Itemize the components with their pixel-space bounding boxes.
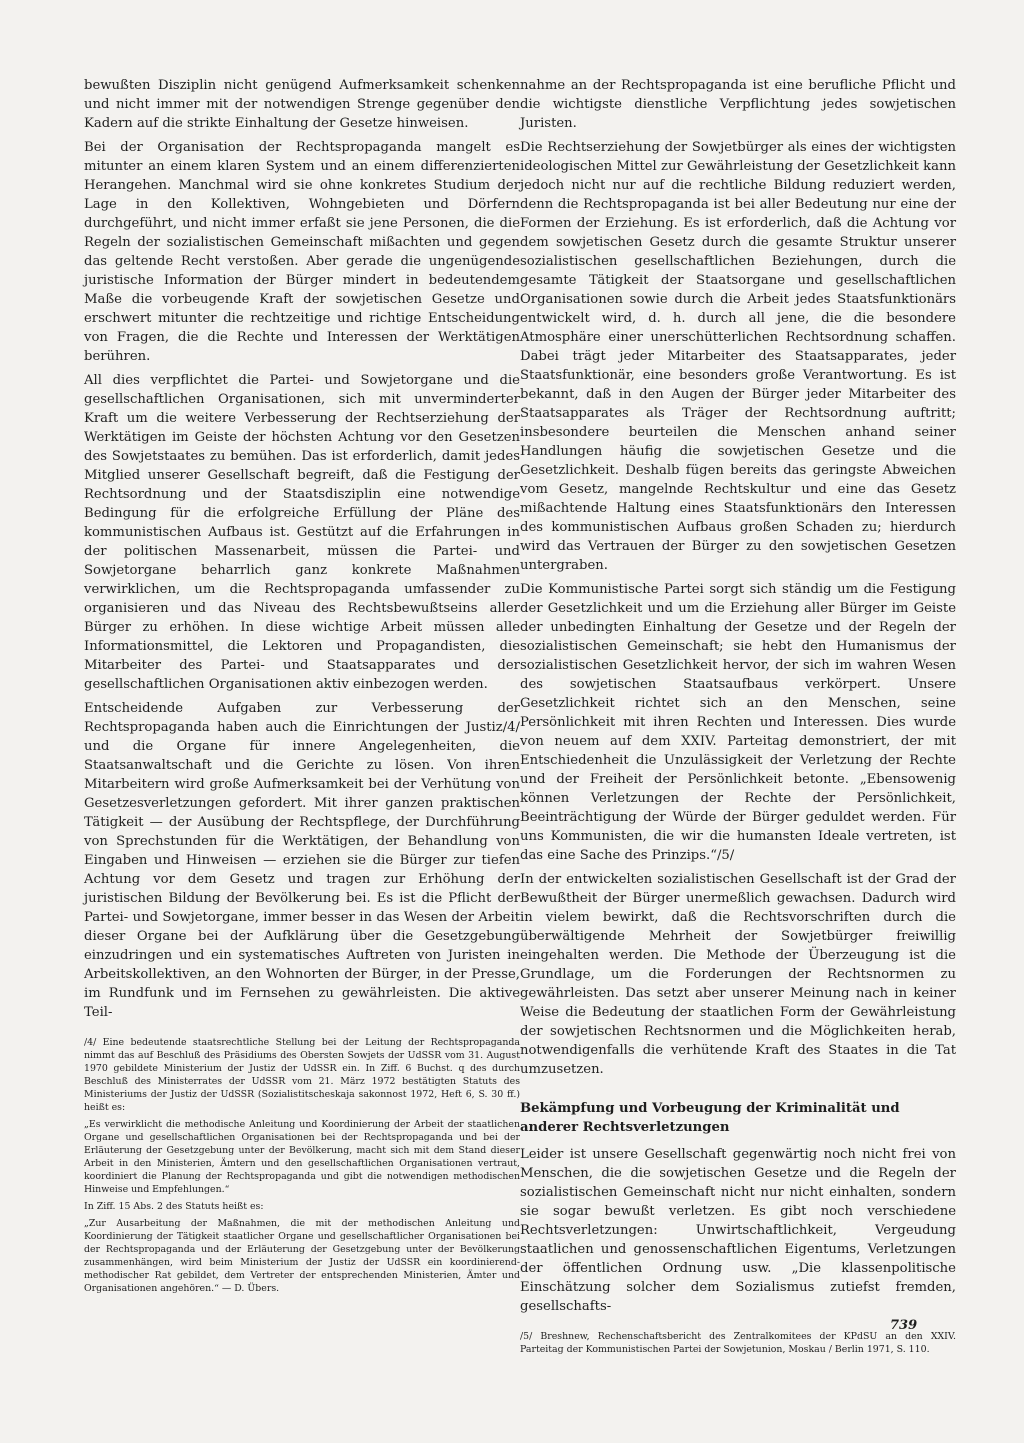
footnote-5 (520, 1330, 956, 1356)
page-number: 739 (890, 1318, 918, 1333)
body-paragraph: All dies verpflichtet die Partei- und Sowjetorgane und die gesellschaftlichen Organisationen, sich mit unverminderter Kraft um die weitere Verbesserung der Rechtserziehung der Werktätigen im Geiste der höchsten Achtung vor den Gesetzen des Sowjetstaates zu bemühen. Das ist erforderlich, damit jedes Mitglied unserer Gesellschaft begreift, daß die Festigung der Rechtsordnung und der Staatsdisziplin eine notwendige Bedingung für die erfolgreiche Erfüllung der Pläne des kommunistischen Aufbaus ist. Gestützt auf die Erfahrungen in der politischen Massenarbeit, müssen die Partei- und Sowjetorgane beharrlich ganz konkrete Maßnahmen verwirklichen, um die Rechtspropaganda umfassender zu organisieren und das Niveau des Rechtsbewußtseins aller Bürger zu erhöhen. In diese wichtige Arbeit müssen alle Informationsmittel, die Lektoren und Propagandisten, die Mitarbeiter des Partei- und Staatsapparates und der gesellschaftlichen Organisationen aktiv einbezogen werden. (84, 373, 520, 692)
footnote-text: In Ziff. 15 Abs. 2 des Statuts heißt es: (84, 1201, 264, 1212)
body-paragraph: Bei der Organisation der Rechtspropaganda mangelt es mitunter an einem klaren System und an einem differenzierten Herangehen. Manchmal wird sie ohne konkretes Studium der Lage in den Kollektiven, Wohngebieten und Dörfern durchgeführt, und nicht immer erfaßt sie jene Personen, die die Regeln der sozialistischen Gemeinschaft mißachten und gegen das geltende Recht verstoßen. Aber gerade die ungenügende juristische Information der Bürger mindert in bedeutendem Maße die vorbeugende Kraft der sowjetischen Gesetze und erschwert mitunter die rechtzeitige und richtige Entscheidung von Fragen, die die Rechte und Interessen der Werktätigen berühren. (84, 140, 520, 364)
footnote-text: „Es verwirklicht die methodische Anleitung und Koordinierung der Arbeit der staatlichen Organe und gesellschaftlichen Organisationen bei der Rechtspropaganda und bei der Erläuterung der Gesetzgebung unter der Bevölkerung, macht sich mit dem Stand dieser Arbeit in den Ministerien, Ämtern und den gesellschaftlichen Organisationen vertraut, koordiniert die Planung der Rechtspropaganda und gibt die notwendigen methodischen Hinweise und Empfehlungen.“ (84, 1119, 520, 1195)
body-paragraph: In der entwickelten sozialistischen Gesellschaft ist der Grad der Bewußtheit der Bürger unermeßlich gewachsen. Dadurch wird in vielem bewirkt, daß die Rechtsvorschriften durch die überwältigende Mehrheit der Sowjetbürger freiwillig eingehalten werden. Die Methode der Überzeugung ist die Grundlage, um die Forderungen der Rechtsnormen zu gewährleisten. Das setzt aber unserer Meinung nach in keiner Weise die Bedeutung der staatlichen Form der Gewährleistung der sowjetischen Rechtsnormen und die Möglichkeiten herab, notwendigenfalls die verhütende Kraft des Staates in die Tat umzusetzen. (520, 872, 956, 1077)
body-paragraph: Leider ist unsere Gesellschaft gegenwärtig noch nicht frei von Menschen, die die sowjetischen Gesetze und die Regeln der sozialistischen Gemeinschaft nicht nur nicht einhalten, sondern sie sogar bewußt verletzen. Es gibt noch verschiedene Rechtsverletzungen: Unwirtschaftlichkeit, Vergeudung staatlichen und genossenschaftlichen Eigentums, Verletzungen der öffentlichen Ordnung usw. „Die klassenpolitische Einschätzung solcher dem Sozialismus zutiefst fremden, gesellschafts- (520, 1147, 956, 1314)
footnote-text: „Zur Ausarbeitung der Maßnahmen, die mit der methodischen Anleitung und Koordinierung der Tätigkeit staatlicher Organe und gesellschaftlicher Organisationen bei der Rechtspropaganda und der Erläuterung der Gesetzgebung unter der Bevölkerung zusammenhängen, wird beim Ministerium der Justiz der UdSSR ein koordinierend-methodischer Rat gebildet, dem Vertreter der entsprechenden Ministerien, Ämter und Organisationen angehören.“ — D. Übers. (84, 1218, 520, 1294)
body-paragraph: Entscheidende Aufgaben zur Verbesserung der Rechtspropaganda haben auch die Einrichtungen der Justiz/4/ und die Organe für innere Angelegenheiten, die Staatsanwaltschaft und die Gerichte zu lösen. Von ihren Mitarbeitern wird große Aufmerksamkeit bei der Verhütung von Gesetzesverletzungen gefordert. Mit ihrer ganzen praktischen Tätigkeit — der Ausübung der Rechtspflege, der Durchführung von Sprechstunden für die Werktätigen, der Behandlung von Eingaben und Hinweisen — erziehen sie die Bürger zur tiefen Achtung vor dem Gesetz und tragen zur Erhöhung der juristischen Bildung der Bevölkerung bei. Es ist die Pflicht der Partei- und Sowjetorgane, immer besser in das Wesen der Arbeit dieser Organe bei der Aufklärung über die Gesetzgebung einzudringen und ein systematisches Auftreten von Juristen in Arbeitskollektiven, an den Wohnorten der Bürger, in der Presse, im Rundfunk und im Fernsehen zu gewährleisten. Die aktive Teil- (84, 701, 520, 1020)
footnote-4 (84, 1036, 520, 1295)
section-heading: Bekämpfung und Vorbeugung der Kriminalität und anderer Rechtsverletzungen (520, 1101, 900, 1135)
footnote-text: /4/ Eine bedeutende staatsrechtliche Stellung bei der Leitung der Rechtspropaganda nimmt das auf Beschluß des Präsidiums des Obersten Sowjets der UdSSR vom 31. August 1970 gebildete Ministerium der Justiz der UdSSR ein. In Ziff. 6 Buchst. q des durch Beschluß des Ministerrates der UdSSR vom 21. März 1972 bestätigten Statuts des Ministeriums der Justiz der UdSSR (Sozialistitscheskaja sakonnost 1972, Heft 6, S. 30 ff.) heißt es: (84, 1037, 520, 1113)
right-column (520, 76, 956, 1360)
footnote-text: /5/ Breshnew, Rechenschaftsbericht des Zentralkomitees der KPdSU an den XXIV. Parteitag der Kommunistischen Partei der Sowjetunion, Moskau / Berlin 1971, S. 110. (520, 1331, 956, 1355)
body-paragraph: Die Kommunistische Partei sorgt sich ständig um die Festigung der Gesetzlichkeit und um die Erziehung aller Bürger im Geiste der unbedingten Einhaltung der Gesetze und der Regeln der sozialistischen Gemeinschaft; sie hebt den Humanismus der sozialistischen Gesetzlichkeit hervor, der sich im wahren Wesen des sowjetischen Staatsaufbaus verkörpert. Unsere Gesetzlichkeit richtet sich an den Menschen, seine Persönlichkeit mit ihren Rechten und Interessen. Dies wurde von neuem auf dem XXIV. Parteitag demonstriert, der mit Entschiedenheit die Unzulässigkeit der Verletzung der Rechte und der Freiheit der Persönlichkeit betonte. „Ebensowenig können Verletzungen der Rechte der Persönlichkeit, Beeinträchtigung der Würde der Bürger geduldet werden. Für uns Kommunisten, die wir die humansten Ideale vertreten, ist das eine Sache des Prinzips.“/5/ (520, 582, 956, 863)
body-paragraph: bewußten Disziplin nicht genügend Aufmerksamkeit schenken und nicht immer mit der notwendigen Strenge gegenüber den Kadern auf die strikte Einhaltung der Gesetze hinweisen. (84, 78, 520, 131)
body-paragraph: nahme an der Rechtspropaganda ist eine berufliche Pflicht und die wichtigste dienstliche Verpflichtung jedes sowjetischen Juristen. (520, 78, 956, 131)
left-column (84, 76, 520, 1299)
body-paragraph: Die Rechtserziehung der Sowjetbürger als eines der wichtigsten ideologischen Mittel zur Gewährleistung der Gesetzlichkeit kann jedoch nicht nur auf die rechtliche Bildung reduziert werden, denn die Rechtspropaganda ist bei aller Bedeutung nur eine der Formen der Erziehung. Es ist erforderlich, daß die Achtung vor dem sowjetischen Gesetz durch die gesamte Struktur unserer sozialistischen gesellschaftlichen Beziehungen, durch die gesamte Tätigkeit der Staatsorgane und gesellschaftlichen Organisationen sowie durch die Arbeit jedes Staatsfunktionärs entwickelt wird, d. h. durch all jene, die die besondere Atmosphäre einer unerschütterlichen Rechtsordnung schaffen. Dabei trägt jeder Mitarbeiter des Staatsapparates, jeder Staatsfunktionär, eine besonders große Verantwortung. Es ist bekannt, daß in den Augen der Bürger jeder Mitarbeiter des Staatsapparates als Träger der Rechtsordnung auftritt; insbesondere beurteilen die Menschen anhand seiner Handlungen häufig die sowjetischen Gesetze und die Gesetzlichkeit. Deshalb fügen bereits das geringste Abweichen vom Gesetz, mangelnde Rechtskultur und eine das Gesetz mißachtende Haltung eines Staatsfunktionärs den Interessen des kommunistischen Aufbaus großen Schaden zu; hierdurch wird das Vertrauen der Bürger zu den sowjetischen Gesetzen untergraben. (520, 140, 956, 573)
